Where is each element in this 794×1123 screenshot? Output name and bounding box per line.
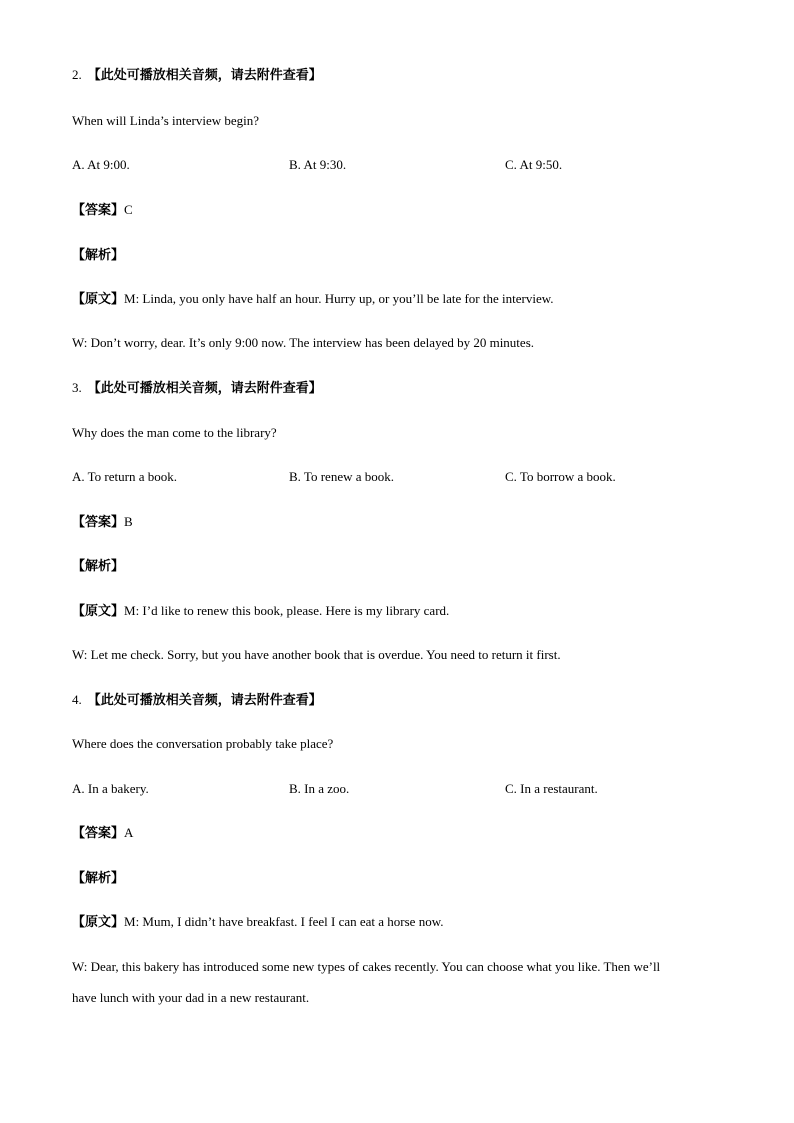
question-4-transcript-line-3: have lunch with your dad in a new restaurant. (72, 990, 310, 1005)
question-4-heading (72, 692, 322, 709)
question-4-answer (72, 825, 133, 842)
question-2-answer (72, 202, 133, 219)
question-number: 4. (72, 692, 82, 707)
answer-value: B (124, 514, 133, 529)
question-4-option-c: C. In a restaurant. (505, 781, 598, 796)
question-4-analysis (72, 870, 124, 887)
original-label: 【原文】 (72, 915, 125, 930)
audio-note[interactable]: 【此处可播放相关音频，请去附件查看】 (87, 68, 322, 83)
original-label: 【原文】 (72, 292, 125, 307)
question-3-heading (72, 380, 322, 397)
question-4-option-a: A. In a bakery. (72, 781, 149, 796)
question-2-option-c: C. At 9:50. (505, 157, 563, 172)
answer-value: C (124, 202, 133, 217)
audio-note[interactable]: 【此处可播放相关音频，请去附件查看】 (87, 381, 322, 396)
question-3-analysis (72, 558, 124, 575)
transcript-text: M: I’d like to renew this book, please. Here is my library card. (124, 603, 450, 618)
answer-label: 【答案】 (72, 515, 125, 530)
question-2-heading (72, 67, 322, 84)
original-label: 【原文】 (72, 604, 125, 619)
question-2-option-a: A. At 9:00. (72, 157, 130, 172)
question-3-transcript-line-2: W: Let me check. Sorry, but you have another book that is overdue. You need to return it first. (72, 647, 561, 662)
question-number: 3. (72, 380, 82, 395)
question-4-prompt: Where does the conversation probably take place? (72, 736, 334, 751)
question-2-analysis (72, 247, 124, 264)
question-4-transcript-line-2: W: Dear, this bakery has introduced some new types of cakes recently. You can choose what you like. Then we’ll (72, 959, 661, 974)
analysis-label: 【解析】 (72, 248, 125, 263)
question-4-option-b: B. In a zoo. (289, 781, 350, 796)
transcript-text: M: Mum, I didn’t have breakfast. I feel I can eat a horse now. (124, 914, 444, 929)
question-4-transcript-line-1 (72, 914, 444, 931)
question-3-option-c: C. To borrow a book. (505, 469, 616, 484)
question-2-transcript-line-2: W: Don’t worry, dear. It’s only 9:00 now. The interview has been delayed by 20 minutes. (72, 335, 535, 350)
answer-label: 【答案】 (72, 203, 125, 218)
analysis-label: 【解析】 (72, 559, 125, 574)
question-2-transcript-line-1 (72, 291, 554, 308)
question-3-answer (72, 514, 133, 531)
answer-label: 【答案】 (72, 826, 125, 841)
question-3-prompt: Why does the man come to the library? (72, 425, 277, 440)
analysis-label: 【解析】 (72, 871, 125, 886)
audio-note[interactable]: 【此处可播放相关音频，请去附件查看】 (87, 693, 322, 708)
question-2-option-b: B. At 9:30. (289, 157, 347, 172)
answer-value: A (124, 825, 134, 840)
question-3-transcript-line-1 (72, 603, 449, 620)
question-number: 2. (72, 67, 82, 82)
question-2-prompt: When will Linda’s interview begin? (72, 113, 260, 128)
question-3-option-a: A. To return a book. (72, 469, 177, 484)
question-3-option-b: B. To renew a book. (289, 469, 394, 484)
transcript-text: M: Linda, you only have half an hour. Hurry up, or you’ll be late for the interview. (124, 291, 554, 306)
